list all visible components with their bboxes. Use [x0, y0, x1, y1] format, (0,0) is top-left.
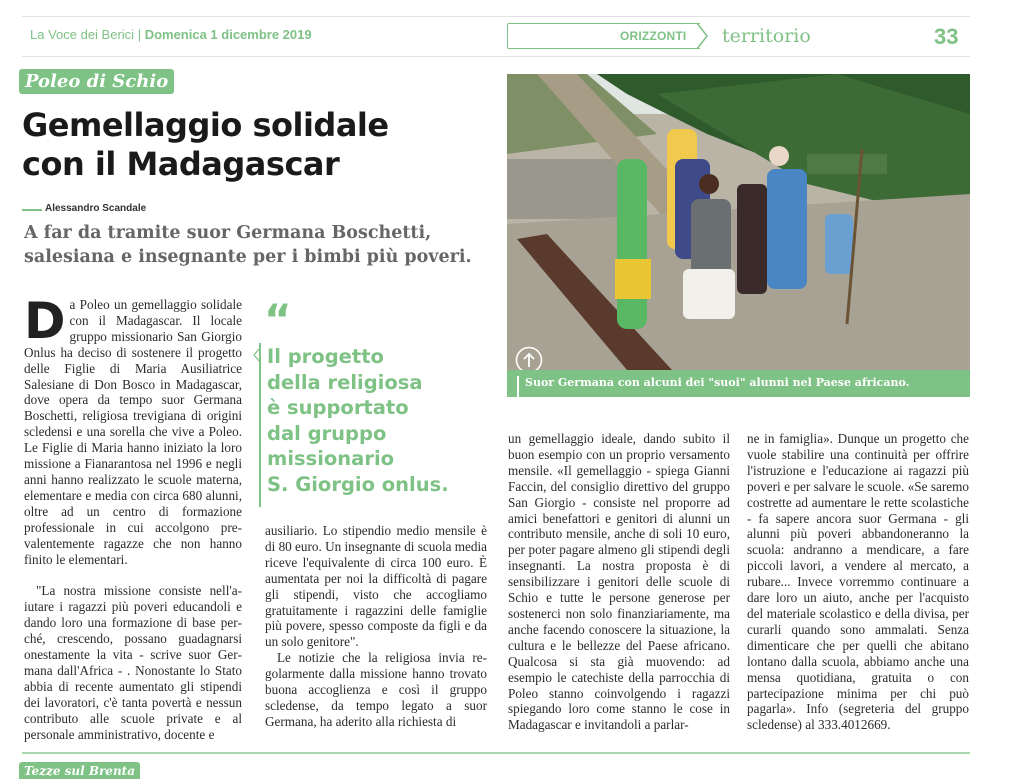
- body-paragraph: [24, 292, 242, 567]
- next-article-kicker: Tezze sul Brenta: [19, 762, 140, 779]
- article-photo: [507, 74, 970, 370]
- author-byline: Alessandro Scandale: [45, 203, 147, 214]
- body-column-3: [508, 431, 730, 733]
- publication-date: Domenica 1 dicembre 2019: [144, 27, 312, 42]
- subhead-line: salesiana e insegnante per i bimbi più poveri.: [24, 247, 472, 267]
- body-paragraph: ne in famiglia». Dunque un progetto che vuole stabilire una continuità per offrire l'istruzione e l'educazione ai ragazzi più poveri e per salvare le scuole. «Se saremo costrette ad aumentare le rette scolastiche - fa sapere ancora suor Germana - gli alunni più poveri abbandoneranno la scuola: andranno a mendicare, a fare piccoli lavori, a vendere al mercato, a rubare... Invece vorremmo continuare a dare loro un aiuto, anche per l'acquisto del materiale scolastico e della divisa, per curarli quando sono ammalati. Senza dimenticare che per quelli che abitano lontano dalla scuola, abbiamo anche una mensa quotidiana, gratuita o con partecipazione minima per chi può pagarla». Info (segreteria del gruppo scledense) al 333.4012669.: [747, 431, 969, 733]
- body-column-2: [265, 523, 487, 730]
- drop-cap: D: [24, 292, 66, 350]
- photo-illustration: [507, 74, 970, 370]
- article-headline: [22, 106, 502, 184]
- pullquote-line: della religiosa: [267, 370, 423, 394]
- body-column-1: [24, 292, 242, 742]
- body-paragraph: ausiliario. Lo stipendio medio mensile è di 80 euro. Un insegnante di scuola media riceve l'equivalente di circa 100 euro. È aumentata per noi la difficoltà di pagare gli stipendi, visto che accogliamo gratuitamente i ragazzini delle famiglie più povere, spesso composte da figli e da un solo genitore".: [265, 523, 487, 650]
- pullquote-line: S. Giorgio onlus.: [267, 472, 449, 496]
- subhead-line: A far da tramite suor Germana Boschetti,: [24, 223, 432, 243]
- body-paragraph: un gemellaggio ideale, dando subito il buon esempio con un proprio versamento mensile. «Il gemellaggio - spiega Gianni Faccin, del consiglio direttivo del gruppo San Giorgio - consiste nel proporre ad amici benefattori e genitori di alunni un contributo mensile, anche di soli 10 euro, per poter pagare almeno gli stipendi degli insegnanti. La nostra proposta è di sensibilizzare i genitori delle scuole di Schio e tutte le persone generose per sostenerci non solo finanziariamente, ma anche facendo conoscere la situazione, la cultura e le bellezze del Paese africano. Qualcosa si sta già muovendo: ad esempio le catechiste della parrocchia di Poleo stanno coinvolgendo i ragazzi spiegando loro come stanno le cose in Madagascar e invitandoli a parlar-: [508, 431, 730, 733]
- section-box-label: ORIZZONTI: [620, 29, 687, 43]
- article-kicker: Poleo di Schio: [19, 69, 174, 94]
- section-name: territorio: [722, 25, 811, 47]
- page-number: 33: [934, 24, 959, 49]
- pullquote-line: Il progetto: [267, 345, 384, 368]
- header-rule: [22, 56, 970, 57]
- top-rule: [22, 16, 970, 17]
- pullquote-rule: [259, 343, 261, 507]
- body-paragraph: Le notizie che la religiosa invia regolarmente dalla missione hanno trovato buona accoglienza e così il gruppo scledense, da tempo legato a suor Germana, ha aderito alla richiesta di: [265, 650, 487, 729]
- headline-line: con il Madagascar: [22, 145, 340, 183]
- headline-line: Gemellaggio solidale: [22, 106, 389, 144]
- body-paragraph: "La nostra missione consiste nell'aiutare i ragazzi più poveri educandoli e dando loro una formazione di base perché, crescendo, possano guadagnarsi onestamente la vita - scrive suor Germana dall'Africa - . Nonostante lo Stato abbia di recente aumentato gli stipendi dei lavoratori, c'è tanta povertà e nessun contributo alle scuole private e al personale amministrativo, docente e: [24, 583, 242, 742]
- quote-icon: “: [264, 295, 292, 344]
- pullquote-notch: [253, 348, 261, 362]
- chevron-right-icon: [696, 23, 708, 49]
- pullquote-line: è supportato: [267, 396, 409, 419]
- body-column-4: [747, 431, 969, 733]
- bottom-rule: [22, 752, 970, 754]
- paragraph-text: a Poleo un gemellaggio solidale con il Madagascar. Il locale gruppo missionario San Giorgio Onlus ha deciso di sostenere il progetto delle Figlie di Maria Ausiliatrice Salesiane di Don Bosco in Madagascar, dove opera da tempo suor Germana Boschetti, religiosa trevigiana di origini scledensi e una sorella che vive a Poleo. Le Figlie di Maria hanno iniziato la loro missione a Fianarantosa nel 1996 e negli anni hanno realizzato le scuole materna, elementare e media con circa 680 alunni, oltre ad un centro di formazione professionale in cui accolgono prevalentemente ragazze che non hanno finito le elementari.: [24, 297, 242, 567]
- pullquote-line: missionario: [267, 447, 395, 470]
- photo-caption: Suor Germana con alcuni dei "suoi" alunni nel Paese africano.: [525, 376, 910, 389]
- masthead-separator: |: [134, 27, 145, 42]
- publication-name: La Voce dei Berici: [30, 27, 135, 42]
- article-subhead: [24, 221, 504, 269]
- masthead: [30, 27, 312, 42]
- caption-rule: [517, 376, 519, 399]
- pullquote-line: dal gruppo: [267, 421, 387, 445]
- pullquote: [267, 344, 497, 497]
- byline-rule: [22, 209, 42, 211]
